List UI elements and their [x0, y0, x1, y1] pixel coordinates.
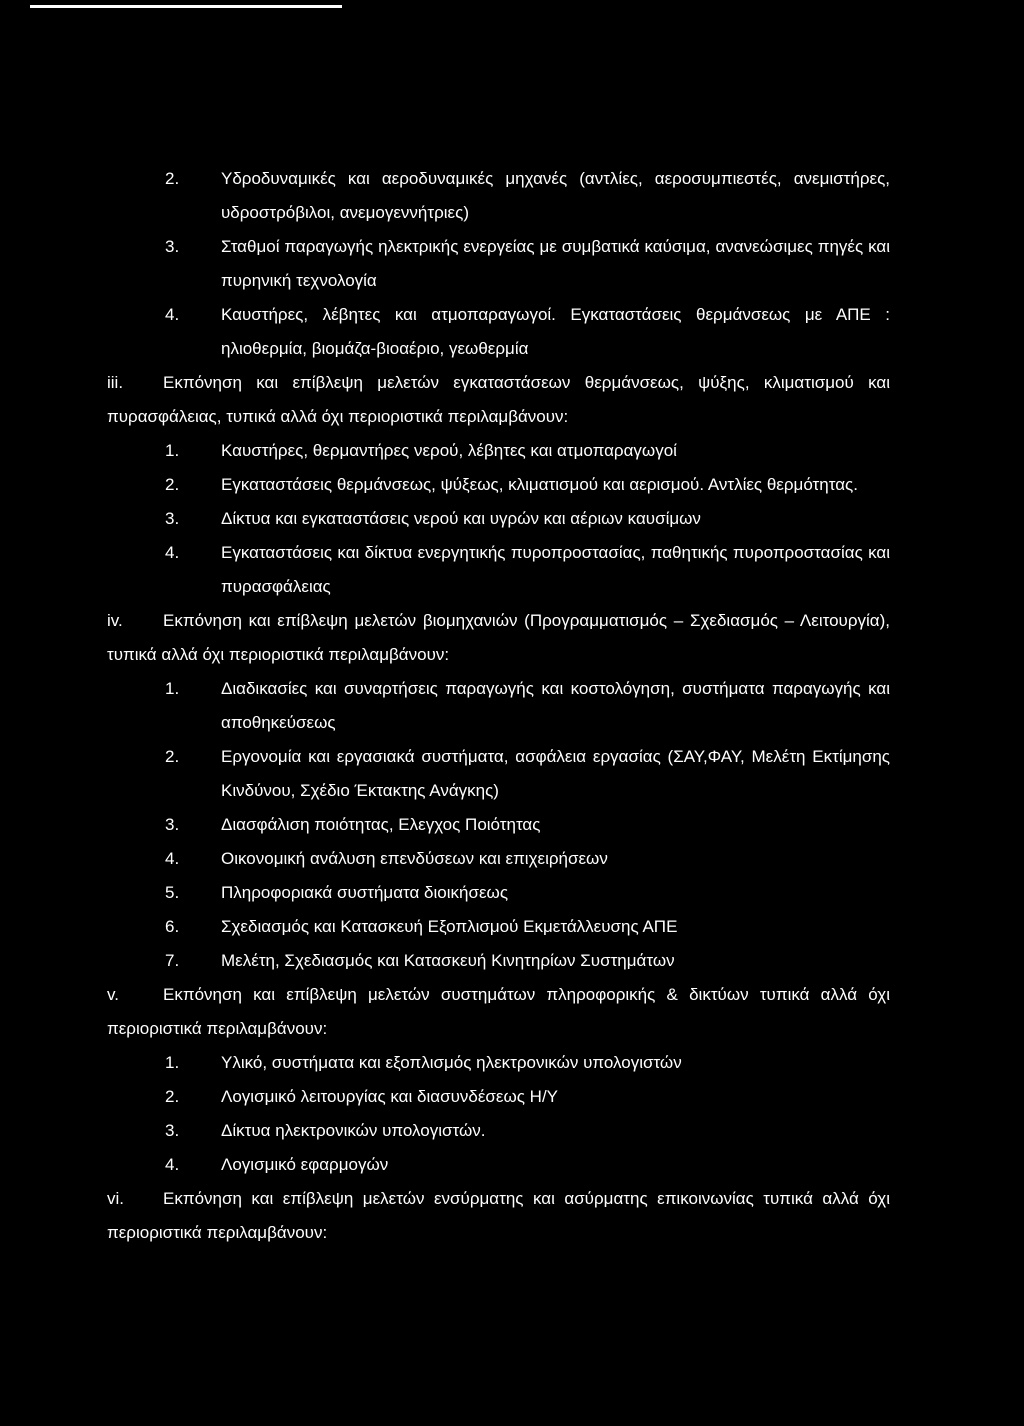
item-text: Εγκαταστάσεις θερμάνσεως, ψύξεως, κλιματισμού και αερισμού. Αντλίες θερμότητας.	[221, 475, 858, 494]
item-text: Πληροφοριακά συστήματα διοικήσεως	[221, 883, 509, 902]
list-item	[165, 1148, 890, 1182]
list-item	[165, 1046, 890, 1080]
item-text: Σταθμοί παραγωγής ηλεκτρικής ενεργείας με συμβατικά καύσιμα, ανανεώσιμες πηγές και πυρηνική τεχνολογία	[221, 237, 890, 290]
item-text: Υδροδυναμικές και αεροδυναμικές μηχανές (αντλίες, αεροσυμπιεστές, ανεμιστήρες, υδροστρόβιλοι, ανεμογεννήτριες)	[221, 169, 890, 222]
list-item	[165, 298, 890, 366]
item-text: Εγκαταστάσεις και δίκτυα ενεργητικής πυροπροστασίας, παθητικής πυροπροστασίας και πυρασφάλειας	[221, 543, 890, 596]
item-text: Καυστήρες, λέβητες και ατμοπαραγωγοί. Εγκαταστάσεις θερμάνσεως με ΑΠΕ : ηλιοθερμία, βιομάζα-βιοαέριο, γεωθερμία	[221, 305, 890, 358]
item-number: 4.	[165, 1155, 180, 1174]
list-item	[165, 808, 890, 842]
item-number: 1.	[165, 441, 180, 460]
item-text: Διασφάλιση ποιότητας, Ελεγχος Ποιότητας	[221, 815, 541, 834]
list-item	[165, 910, 890, 944]
section-number: v.	[107, 985, 119, 1004]
item-number: 3.	[165, 237, 180, 256]
section-text: Εκπόνηση και επίβλεψη μελετών ενσύρματης και ασύρματης επικοινωνίας τυπικά αλλά όχι περιοριστικά περιλαμβάνουν:	[107, 1189, 890, 1242]
item-number: 6.	[165, 917, 180, 936]
list-item	[165, 536, 890, 604]
item-text: Λογισμικό εφαρμογών	[221, 1155, 389, 1174]
list-item	[165, 502, 890, 536]
item-text: Υλικό, συστήματα και εξοπλισμός ηλεκτρονικών υπολογιστών	[221, 1053, 682, 1072]
item-number: 1.	[165, 1053, 180, 1072]
item-text: Οικονομική ανάλυση επενδύσεων και επιχειρήσεων	[221, 849, 608, 868]
list-item	[165, 672, 890, 740]
section-heading	[107, 978, 890, 1046]
item-text: Δίκτυα και εγκαταστάσεις νερού και υγρών και αέριων καυσίμων	[221, 509, 701, 528]
section-text: Εκπόνηση και επίβλεψη μελετών βιομηχανιών (Προγραμματισμός – Σχεδιασμός – Λειτουργία), τυπικά αλλά όχι περιοριστικά περιλαμβάνουν:	[107, 611, 890, 664]
item-number: 2.	[165, 1087, 180, 1106]
item-number: 2.	[165, 169, 180, 188]
list-item	[165, 468, 890, 502]
item-number: 3.	[165, 509, 180, 528]
item-number: 3.	[165, 815, 180, 834]
item-text: Λογισμικό λειτουργίας και διασυνδέσεως Η/Υ	[221, 1087, 559, 1106]
list-item	[165, 740, 890, 808]
item-text: Δίκτυα ηλεκτρονικών υπολογιστών.	[221, 1121, 486, 1140]
item-number: 4.	[165, 305, 180, 324]
item-number: 4.	[165, 543, 180, 562]
section-number: vi.	[107, 1189, 124, 1208]
item-text: Σχεδιασμός και Κατασκευή Εξοπλισμού Εκμετάλλευσης ΑΠΕ	[221, 917, 678, 936]
item-text: Εργονομία και εργασιακά συστήματα, ασφάλεια εργασίας (ΣΑΥ,ΦΑΥ, Μελέτη Εκτίμησης Κινδύνου, Σχέδιο Έκτακτης Ανάγκης)	[221, 747, 890, 800]
item-number: 3.	[165, 1121, 180, 1140]
item-number: 2.	[165, 747, 180, 766]
item-text: Καυστήρες, θερμαντήρες νερού, λέβητες και ατμοπαραγωγοί	[221, 441, 677, 460]
item-number: 7.	[165, 951, 180, 970]
item-text: Διαδικασίες και συναρτήσεις παραγωγής και κοστολόγηση, συστήματα παραγωγής και αποθηκεύσεως	[221, 679, 890, 732]
list-item	[165, 876, 890, 910]
list-item	[165, 230, 890, 298]
item-text: Μελέτη, Σχεδιασμός και Κατασκευή Κινητηρίων Συστημάτων	[221, 951, 675, 970]
top-rule	[30, 5, 342, 8]
section-heading	[107, 1182, 890, 1250]
list-item	[165, 434, 890, 468]
item-number: 1.	[165, 679, 180, 698]
document-body	[107, 162, 890, 1250]
section-text: Εκπόνηση και επίβλεψη μελετών εγκαταστάσεων θερμάνσεως, ψύξης, κλιματισμού και πυρασφάλειας, τυπικά αλλά όχι περιοριστικά περιλαμβάνουν:	[107, 373, 890, 426]
section-text: Εκπόνηση και επίβλεψη μελετών συστημάτων πληροφορικής & δικτύων τυπικά αλλά όχι περιοριστικά περιλαμβάνουν:	[107, 985, 890, 1038]
item-number: 4.	[165, 849, 180, 868]
list-item	[165, 162, 890, 230]
item-number: 5.	[165, 883, 180, 902]
section-heading	[107, 366, 890, 434]
item-number: 2.	[165, 475, 180, 494]
list-item	[165, 1114, 890, 1148]
section-number: iv.	[107, 611, 123, 630]
list-item	[165, 842, 890, 876]
section-number: iii.	[107, 373, 124, 392]
section-heading	[107, 604, 890, 672]
list-item	[165, 944, 890, 978]
list-item	[165, 1080, 890, 1114]
